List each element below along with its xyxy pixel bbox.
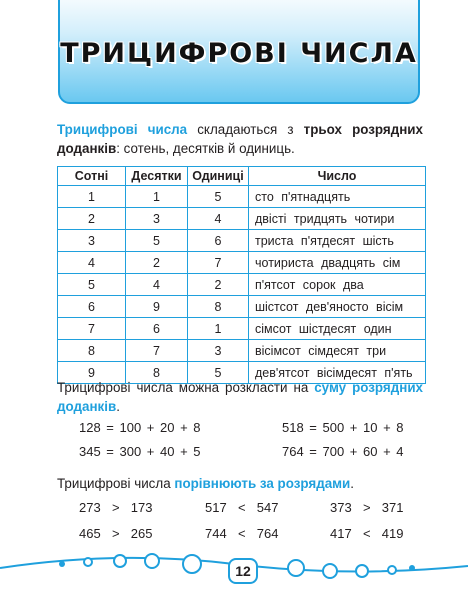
- comparison-item: [79, 526, 152, 541]
- comparison-sign: <: [362, 526, 371, 541]
- decompose-example: 128 = 100 + 20 + 8: [79, 420, 201, 435]
- cell-hundreds: 4: [58, 252, 126, 274]
- cell-number-words: двісті тридцять чотири: [249, 208, 426, 230]
- cell-units: 3: [188, 340, 249, 362]
- title-banner: [58, 0, 420, 104]
- header-number: Число: [249, 167, 426, 186]
- intro-paragraph: [57, 120, 423, 158]
- cell-units: 2: [188, 274, 249, 296]
- compare-paragraph: [57, 474, 423, 493]
- comparison-item: [205, 526, 278, 541]
- cell-number-words: шістсот дев'яносто вісім: [249, 296, 426, 318]
- decompose-end: .: [116, 399, 120, 414]
- comparison-sign: >: [111, 526, 120, 541]
- header-tens: Десятки: [126, 167, 188, 186]
- cell-units: 5: [188, 186, 249, 208]
- comparison-item: [79, 500, 152, 515]
- cell-number-words: п'ятсот сорок два: [249, 274, 426, 296]
- comparison-item: [330, 500, 403, 515]
- table-body: [58, 186, 426, 384]
- table-row: [58, 186, 426, 208]
- cell-hundreds: 5: [58, 274, 126, 296]
- cell-number-words: дев'ятсот вісімдесят п'ять: [249, 362, 426, 384]
- digits-table: [57, 166, 426, 384]
- table-row: [58, 340, 426, 362]
- compare-highlight: порівнюють за розрядами: [174, 476, 351, 491]
- comparison-sign: <: [237, 500, 246, 515]
- comparison-number: 465: [79, 526, 101, 541]
- comparison-number: 173: [130, 500, 153, 515]
- comparison-number: 764: [256, 526, 279, 541]
- header-hundreds: Сотні: [58, 167, 126, 186]
- cell-number-words: сімсот шістдесят один: [249, 318, 426, 340]
- cell-hundreds: 2: [58, 208, 126, 230]
- comparison-number: 371: [381, 500, 404, 515]
- cell-tens: 8: [126, 362, 188, 384]
- cell-tens: 3: [126, 208, 188, 230]
- cell-hundreds: 9: [58, 362, 126, 384]
- cell-tens: 5: [126, 230, 188, 252]
- comparison-number: 744: [205, 526, 227, 541]
- comparison-number: 265: [130, 526, 153, 541]
- cell-units: 8: [188, 296, 249, 318]
- comparison-sign: <: [237, 526, 246, 541]
- header-units: Одиниці: [188, 167, 249, 186]
- cell-tens: 7: [126, 340, 188, 362]
- comparison-number: 547: [256, 500, 279, 515]
- compare-text: Трицифрові числа: [57, 476, 175, 491]
- comparison-item: [330, 526, 403, 541]
- cell-units: 5: [188, 362, 249, 384]
- compare-end: .: [350, 476, 355, 491]
- page-title: ТРИЦИФРОВІ ЧИСЛА: [60, 38, 418, 69]
- comparison-number: 373: [330, 500, 352, 515]
- comparison-number: 273: [79, 500, 101, 515]
- comparison-number: 419: [381, 526, 404, 541]
- cell-hundreds: 8: [58, 340, 126, 362]
- cell-number-words: триста п'ятдесят шість: [249, 230, 426, 252]
- cell-units: 1: [188, 318, 249, 340]
- comparison-sign: >: [111, 500, 120, 515]
- decompose-example: 518 = 500 + 10 + 8: [282, 420, 404, 435]
- table-row: [58, 252, 426, 274]
- cell-hundreds: 6: [58, 296, 126, 318]
- cell-hundreds: 7: [58, 318, 126, 340]
- comparison-number: 417: [330, 526, 352, 541]
- table-row: [58, 274, 426, 296]
- table-header-row: [58, 167, 426, 186]
- comparison-sign: >: [362, 500, 371, 515]
- cell-tens: 4: [126, 274, 188, 296]
- decompose-highlight: суму розрядних доданків: [57, 380, 423, 414]
- decompose-example: 764 = 700 + 60 + 4: [282, 444, 404, 459]
- cell-hundreds: 1: [58, 186, 126, 208]
- intro-term: Трицифрові числа: [57, 122, 188, 137]
- cell-tens: 9: [126, 296, 188, 318]
- cell-tens: 6: [126, 318, 188, 340]
- cell-units: 4: [188, 208, 249, 230]
- cell-number-words: сто п'ятнадцять: [249, 186, 426, 208]
- table-row: [58, 230, 426, 252]
- decompose-text: Трицифрові числа можна розкласти на: [57, 380, 315, 395]
- cell-units: 7: [188, 252, 249, 274]
- cell-hundreds: 3: [58, 230, 126, 252]
- decompose-paragraph: [57, 378, 423, 416]
- cell-number-words: вісімсот сімдесят три: [249, 340, 426, 362]
- cell-tens: 2: [126, 252, 188, 274]
- cell-number-words: чотириста двадцять сім: [249, 252, 426, 274]
- comparison-number: 517: [205, 500, 227, 515]
- page-number: 12: [228, 558, 258, 584]
- table-row: [58, 208, 426, 230]
- cell-units: 6: [188, 230, 249, 252]
- decompose-example: 345 = 300 + 40 + 5: [79, 444, 201, 459]
- intro-mid: складаються з: [187, 122, 304, 137]
- comparison-item: [205, 500, 278, 515]
- table-row: [58, 296, 426, 318]
- intro-tail: : сотень, десятків й одиниць.: [116, 141, 295, 156]
- cell-tens: 1: [126, 186, 188, 208]
- table-row: [58, 318, 426, 340]
- intro-bold: трьох розрядних доданків: [57, 122, 423, 156]
